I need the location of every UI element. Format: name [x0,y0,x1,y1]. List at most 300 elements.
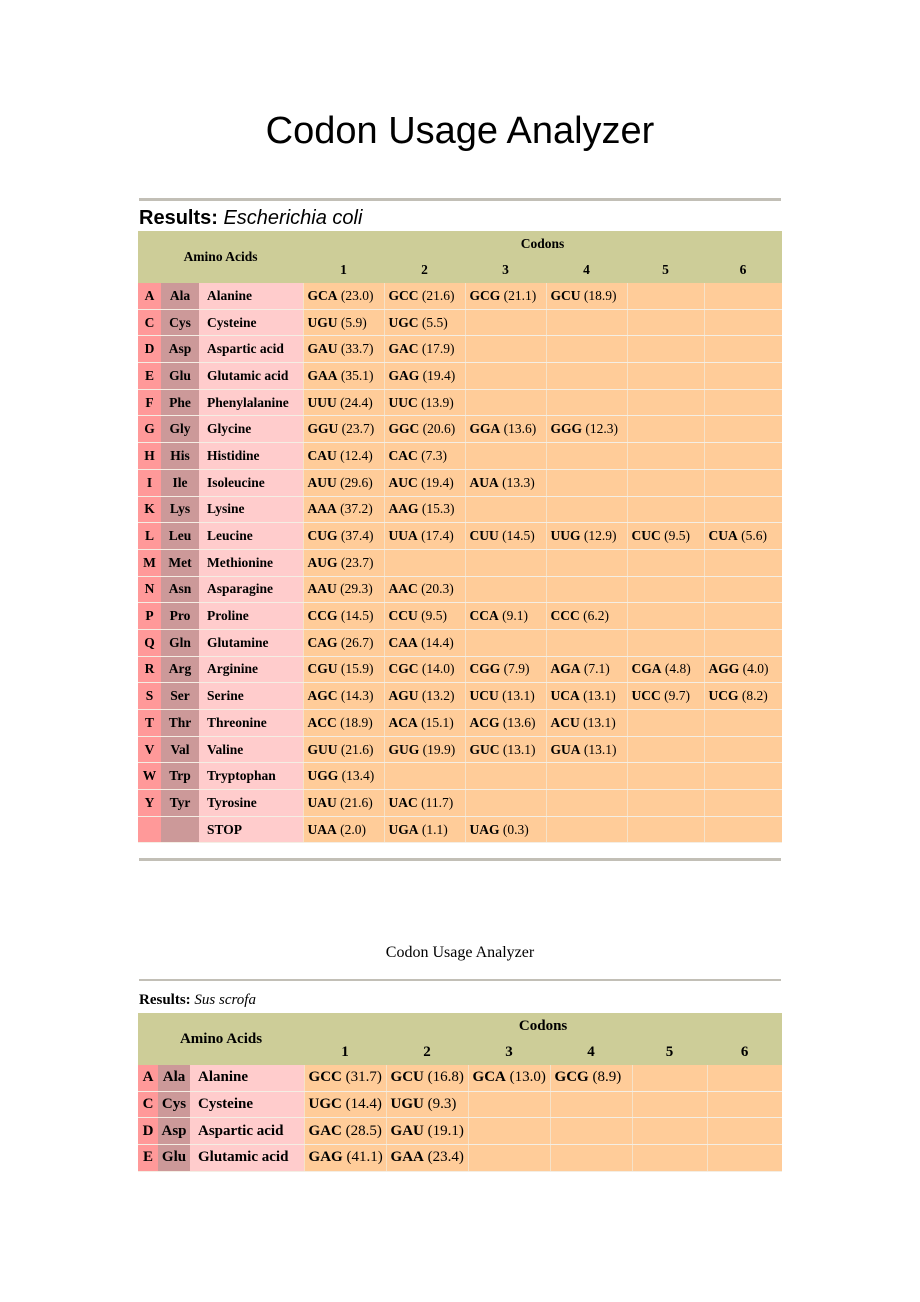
codon-frequency: (11.7) [421,794,454,810]
header-codons: Codons [303,231,782,257]
codon-frequency: (9.7) [664,688,691,704]
codon-cell [384,816,465,843]
codon-cell [627,683,704,710]
codon-triplet: AUC [388,474,418,490]
codon-frequency: (7.1) [583,661,610,677]
codon-frequency: (29.6) [340,474,373,490]
codon-frequency: (26.7) [340,634,374,650]
codon-cell [386,1091,468,1118]
amino-abbr: Asp [158,1118,190,1145]
codon-cell [465,736,546,763]
codon-triplet: AAC [388,581,418,597]
codon-cell [468,1118,550,1145]
codon-cell [384,656,465,683]
codon-cell [303,576,384,603]
table-row [138,469,782,496]
codon-frequency: (15.9) [340,661,374,677]
codon-frequency: (16.8) [427,1069,464,1086]
amino-abbr: Glu [161,363,199,390]
codon-cell [546,469,627,496]
codon-triplet: UGU [307,314,338,330]
codon-cell [704,816,782,843]
codon-triplet: CCC [550,608,580,624]
codon-triplet: GAU [307,341,338,357]
codon-cell [384,763,465,790]
amino-name: Alanine [199,283,303,309]
codon-cell [546,336,627,363]
codon-frequency: (13.9) [421,394,454,410]
amino-abbr: Gly [161,416,199,443]
codon-cell [707,1145,782,1172]
codon-triplet: UGU [390,1096,424,1113]
codon-triplet: UCA [550,688,580,704]
codon-cell [704,389,782,416]
codon-cell [303,816,384,843]
codon-cell [465,683,546,710]
codon-triplet: UUG [550,528,581,544]
codon-frequency: (13.2) [421,688,455,704]
table-row [138,629,782,656]
header-col-6: 6 [704,257,782,283]
codon-cell [465,363,546,390]
codon-cell [303,443,384,470]
codon-frequency: (13.6) [503,421,537,437]
codon-frequency: (17.4) [421,528,454,544]
codon-cell [704,309,782,336]
codon-cell [303,363,384,390]
divider [139,979,781,981]
codon-cell [546,816,627,843]
amino-name: Arginine [199,656,303,683]
codon-triplet: CGA [631,661,662,677]
table-row [138,576,782,603]
codon-cell [704,496,782,523]
table-row [138,790,782,817]
table-row [138,389,782,416]
codon-triplet: AUG [307,554,338,570]
codon-frequency: (7.3) [421,447,448,463]
codon-cell [627,309,704,336]
codon-frequency: (18.9) [340,714,373,730]
codon-triplet: UAC [388,794,418,810]
codon-triplet: UAG [469,821,500,837]
amino-code: K [138,496,161,523]
codon-cell [303,763,384,790]
codon-triplet: GCC [388,287,419,303]
codon-frequency: (14.5) [502,528,535,544]
codon-cell [546,363,627,390]
codon-cell [303,416,384,443]
codon-cell [468,1091,550,1118]
amino-name: Aspartic acid [190,1118,304,1145]
codon-cell [384,710,465,737]
codon-cell [465,710,546,737]
codon-triplet: CAG [307,634,338,650]
codon-cell [303,309,384,336]
table-row [138,710,782,737]
codon-cell [465,336,546,363]
amino-abbr: Ile [161,469,199,496]
codon-cell [465,656,546,683]
amino-name: Tyrosine [199,790,303,817]
codon-cell [465,576,546,603]
amino-abbr: Trp [161,763,199,790]
header-amino-acids: Amino Acids [138,231,303,283]
amino-abbr: Asn [161,576,199,603]
amino-name: Asparagine [199,576,303,603]
table-row [138,1065,782,1091]
codon-triplet: AGC [307,688,338,704]
codon-cell [546,309,627,336]
codon-triplet: CUG [307,528,338,544]
codon-frequency: (19.1) [427,1122,464,1139]
codon-cell [303,389,384,416]
codon-triplet: CAA [388,634,418,650]
amino-abbr: Cys [158,1091,190,1118]
codon-cell [704,283,782,309]
table-row [138,816,782,843]
codon-frequency: (4.8) [664,661,691,677]
amino-code: Q [138,629,161,656]
codon-cell [627,763,704,790]
codon-frequency: (17.9) [421,341,455,357]
codon-cell [546,496,627,523]
codon-cell [627,443,704,470]
codon-frequency: (24.4) [340,394,373,410]
codon-cell [384,603,465,630]
codon-triplet: AGG [708,661,740,677]
codon-frequency: (4.0) [742,661,769,677]
codon-cell [384,389,465,416]
codon-cell [627,416,704,443]
codon-cell [465,629,546,656]
codon-frequency: (14.3) [340,688,374,704]
codon-cell [707,1091,782,1118]
amino-name: Histidine [199,443,303,470]
codon-frequency: (21.6) [340,741,374,757]
amino-name: Glutamine [199,629,303,656]
codon-triplet: GUG [388,741,420,757]
amino-name: Glutamic acid [190,1145,304,1172]
codon-frequency: (37.4) [340,528,374,544]
codon-cell [704,523,782,550]
codon-frequency: (14.4) [345,1096,382,1113]
codon-cell [303,629,384,656]
codon-frequency: (20.6) [422,421,456,437]
codon-cell [627,363,704,390]
amino-code: E [138,1145,158,1172]
amino-code: M [138,549,161,576]
codon-frequency: (12.9) [583,528,617,544]
codon-cell [546,549,627,576]
codon-triplet: CUU [469,528,499,544]
codon-cell [704,790,782,817]
amino-abbr: Cys [161,309,199,336]
codon-triplet: CCG [307,608,338,624]
table-row [138,283,782,309]
amino-code: A [138,283,161,309]
codon-frequency: (5.5) [421,314,448,330]
codon-frequency: (23.7) [341,421,375,437]
amino-abbr: Leu [161,523,199,550]
amino-code: C [138,309,161,336]
amino-abbr: Ser [161,683,199,710]
codon-frequency: (33.7) [340,341,374,357]
codon-cell [384,283,465,309]
codon-cell [632,1145,707,1172]
codon-cell [465,283,546,309]
codon-triplet: UCU [469,688,499,704]
codon-triplet: AAG [388,501,419,517]
codon-triplet: GGA [469,421,501,437]
codon-frequency: (0.3) [502,821,529,837]
table-row [138,603,782,630]
codon-frequency: (13.0) [509,1069,546,1086]
header-col-5: 5 [632,1039,707,1065]
codon-frequency: (14.5) [340,608,374,624]
table-header [138,231,782,283]
codon-triplet: GCU [550,287,581,303]
header-col-4: 4 [550,1039,632,1065]
codon-triplet: GAU [390,1122,424,1139]
codon-frequency: (13.1) [502,741,536,757]
codon-frequency: (12.3) [585,421,619,437]
codon-cell [550,1145,632,1172]
codon-triplet: ACC [307,714,337,730]
codon-triplet: GCC [308,1069,342,1086]
results-heading [139,207,362,230]
codon-cell [465,469,546,496]
table-row [138,656,782,683]
codon-triplet: GAA [390,1149,424,1166]
codon-cell [627,656,704,683]
codon-triplet: GUC [469,741,500,757]
codon-cell [304,1118,386,1145]
amino-code: V [138,736,161,763]
table-row [138,443,782,470]
codon-cell [704,416,782,443]
codon-cell [546,576,627,603]
codon-cell [384,416,465,443]
codon-triplet: UUC [388,394,418,410]
table-row [138,683,782,710]
codon-frequency: (15.3) [421,501,455,517]
codon-cell [546,523,627,550]
codon-cell [627,336,704,363]
table-row [138,336,782,363]
codon-frequency: (8.9) [592,1069,622,1086]
amino-abbr: Gln [161,629,199,656]
amino-abbr: Asp [161,336,199,363]
codon-frequency: (19.4) [421,474,454,490]
codon-triplet: ACU [550,714,580,730]
amino-name: Serine [199,683,303,710]
codon-cell [627,710,704,737]
codon-frequency: (41.1) [346,1149,383,1166]
amino-code: I [138,469,161,496]
codon-triplet: CCU [388,608,418,624]
codon-frequency: (9.3) [427,1096,457,1113]
codon-frequency: (2.0) [340,821,367,837]
codon-cell [386,1145,468,1172]
codon-cell [704,736,782,763]
codon-cell [550,1091,632,1118]
amino-code: S [138,683,161,710]
codon-cell [303,736,384,763]
codon-cell [627,816,704,843]
codon-cell [304,1065,386,1091]
table-row [138,416,782,443]
codon-triplet: GCG [469,287,501,303]
codon-triplet: AGA [550,661,581,677]
divider [139,198,781,201]
codon-cell [546,389,627,416]
header-col-4: 4 [546,257,627,283]
header-codons: Codons [304,1013,782,1039]
codon-triplet: GAG [308,1149,343,1166]
header-col-3: 3 [468,1039,550,1065]
codon-frequency: (12.4) [340,447,373,463]
amino-name: STOP [199,816,303,843]
codon-cell [303,549,384,576]
amino-abbr: Arg [161,656,199,683]
codon-cell [704,576,782,603]
codon-cell [704,710,782,737]
codon-cell [627,790,704,817]
amino-abbr: Thr [161,710,199,737]
codon-triplet: GAC [388,341,419,357]
amino-abbr: Phe [161,389,199,416]
codon-triplet: AAU [307,581,337,597]
amino-name: Methionine [199,549,303,576]
codon-cell [465,496,546,523]
header-col-5: 5 [627,257,704,283]
codon-table-ecoli [138,231,782,843]
codon-frequency: (18.9) [583,287,617,303]
codon-triplet: ACA [388,714,418,730]
codon-cell [707,1118,782,1145]
codon-triplet: CUA [708,528,738,544]
codon-cell [384,629,465,656]
codon-cell [303,790,384,817]
codon-frequency: (6.2) [583,608,610,624]
amino-name: Cysteine [190,1091,304,1118]
page-title: Codon Usage Analyzer [265,110,655,152]
codon-cell [384,363,465,390]
codon-cell [384,683,465,710]
codon-frequency: (9.5) [664,528,691,544]
amino-code: R [138,656,161,683]
codon-cell [627,576,704,603]
amino-abbr [161,816,199,843]
table-row [138,523,782,550]
codon-cell [704,336,782,363]
codon-cell [704,603,782,630]
amino-code: P [138,603,161,630]
amino-name: Valine [199,736,303,763]
codon-frequency: (13.1) [583,688,616,704]
amino-code: T [138,710,161,737]
codon-cell [465,603,546,630]
amino-code: G [138,416,161,443]
codon-frequency: (20.3) [421,581,454,597]
header-col-2: 2 [386,1039,468,1065]
amino-code: D [138,1118,158,1145]
organism-name: Escherichia coli [223,207,363,229]
codon-cell [303,710,384,737]
amino-name: Aspartic acid [199,336,303,363]
amino-code [138,816,161,843]
codon-cell [550,1118,632,1145]
codon-triplet: UAA [307,821,337,837]
amino-abbr: Val [161,736,199,763]
codon-frequency: (13.3) [502,474,535,490]
codon-cell [627,736,704,763]
codon-triplet: CCA [469,608,499,624]
codon-cell [303,523,384,550]
codon-triplet: GCG [554,1069,589,1086]
codon-frequency: (9.1) [502,608,529,624]
codon-frequency: (23.4) [427,1149,464,1166]
codon-cell [546,443,627,470]
codon-triplet: GGG [550,421,583,437]
codon-frequency: (29.3) [340,581,373,597]
codon-cell [632,1118,707,1145]
amino-abbr: Glu [158,1145,190,1172]
codon-triplet: CGU [307,661,338,677]
amino-name: Glutamic acid [199,363,303,390]
codon-cell [546,283,627,309]
codon-cell [550,1065,632,1091]
codon-cell [303,656,384,683]
table-row [138,496,782,523]
amino-name: Isoleucine [199,469,303,496]
codon-cell [546,416,627,443]
codon-triplet: CAC [388,447,418,463]
codon-triplet: AUU [307,474,337,490]
codon-cell [546,736,627,763]
codon-cell [627,469,704,496]
codon-frequency: (7.9) [503,661,530,677]
codon-frequency: (8.2) [741,688,768,704]
codon-triplet: AGU [388,688,419,704]
codon-cell [384,576,465,603]
codon-cell [303,496,384,523]
page-title-secondary: Codon Usage Analyzer [385,944,535,961]
amino-code: A [138,1065,158,1091]
codon-cell [384,549,465,576]
table-row [138,309,782,336]
codon-cell [465,389,546,416]
amino-name: Proline [199,603,303,630]
table-row [138,363,782,390]
organism-name: Sus scrofa [194,992,256,1008]
codon-triplet: CGG [469,661,501,677]
amino-name: Cysteine [199,309,303,336]
codon-cell [704,763,782,790]
codon-cell [384,736,465,763]
codon-triplet: GAC [308,1122,342,1139]
table-body [138,1065,782,1171]
codon-triplet: GAG [388,367,420,383]
codon-triplet: GUA [550,741,581,757]
codon-cell [632,1091,707,1118]
codon-cell [384,443,465,470]
codon-frequency: (35.1) [340,367,374,383]
codon-frequency: (15.1) [421,714,454,730]
codon-cell [627,496,704,523]
amino-name: Leucine [199,523,303,550]
